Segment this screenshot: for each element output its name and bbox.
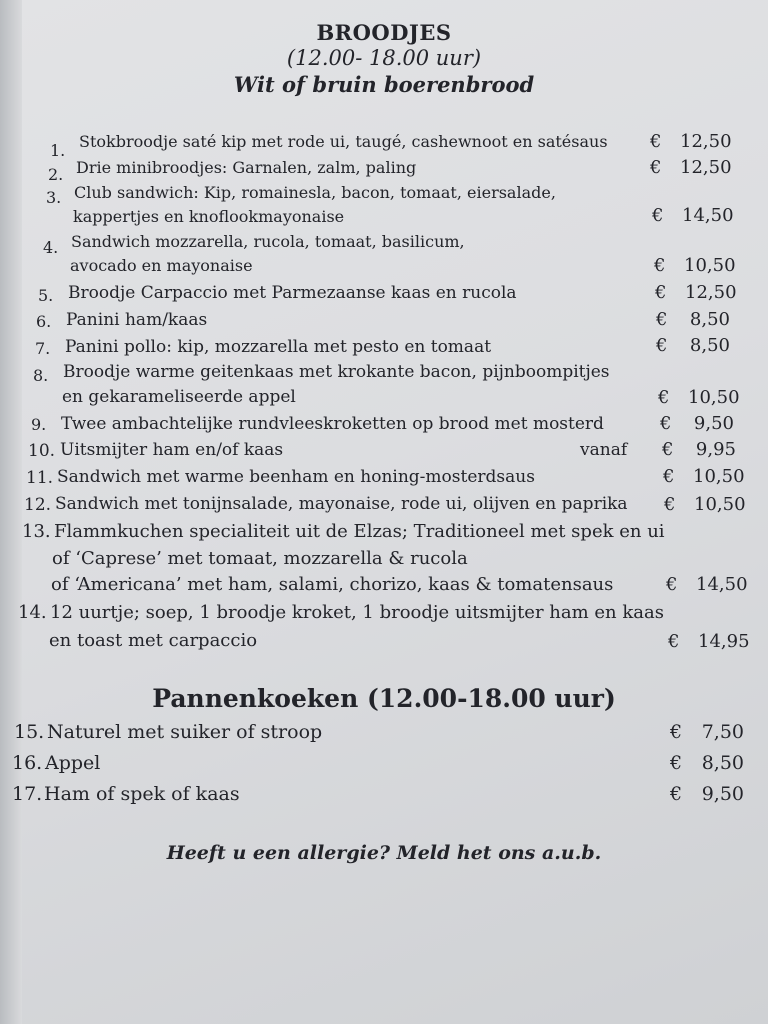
item-price: € 8,50 xyxy=(656,335,730,356)
menu-item xyxy=(0,467,768,493)
menu-item xyxy=(0,752,768,778)
item-number: 4. xyxy=(43,238,59,257)
item-description: of ‘Americana’ met ham, salami, chorizo, kaas & tomatensaus xyxy=(51,574,614,595)
menu-item xyxy=(0,183,768,226)
item-description: Panini pollo: kip, mozzarella met pesto en tomaat xyxy=(65,337,492,357)
item-price: € 12,50 xyxy=(650,131,732,152)
item-number: 1. xyxy=(50,141,66,160)
menu-item xyxy=(0,783,768,809)
allergy-note: Heeft u een allergie? Meld het ons a.u.b. xyxy=(166,842,602,864)
item-description: Club sandwich: Kip, romainesla, bacon, tomaat, eiersalade, xyxy=(74,183,556,202)
menu-item xyxy=(0,362,768,408)
item-price: € 12,50 xyxy=(650,157,732,178)
item-description: Appel xyxy=(45,752,101,774)
item-description: Broodje warme geitenkaas met krokante bacon, pijnboompitjes xyxy=(63,362,610,382)
item-description: Drie minibroodjes: Garnalen, zalm, paling xyxy=(76,158,417,177)
section-title-broodjes: BROODJES xyxy=(316,20,452,45)
menu-item xyxy=(0,602,768,652)
item-description: Panini ham/kaas xyxy=(66,310,208,330)
item-price: € 9,50 xyxy=(670,783,744,805)
item-number: 2. xyxy=(48,165,64,184)
menu-item xyxy=(0,494,768,520)
item-description: en gekarameliseerde appel xyxy=(62,387,296,407)
item-price: € 12,50 xyxy=(655,282,737,303)
item-description: Broodje Carpaccio met Parmezaanse kaas en rucola xyxy=(68,283,517,303)
item-number: 12. xyxy=(24,495,52,515)
menu-item xyxy=(0,521,768,595)
item-number: 16. xyxy=(12,752,43,774)
item-price: € 10,50 xyxy=(663,466,745,487)
item-number: 11. xyxy=(26,468,54,488)
item-description: 12 uurtje; soep, 1 broodje kroket, 1 broodje uitsmijter ham en kaas xyxy=(50,602,664,623)
item-description: Sandwich mozzarella, rucola, tomaat, basilicum, xyxy=(71,232,465,251)
item-description: of ‘Caprese’ met tomaat, mozzarella & rucola xyxy=(52,548,468,569)
item-description: Ham of spek of kaas xyxy=(44,783,240,805)
item-number: 5. xyxy=(38,286,54,305)
item-price: € 8,50 xyxy=(656,309,730,330)
item-description: en toast met carpaccio xyxy=(49,630,258,651)
bread-choice-note: Wit of bruin boerenbrood xyxy=(233,72,535,97)
section-hours-broodjes: (12.00- 18.00 uur) xyxy=(286,46,482,70)
item-description: Naturel met suiker of stroop xyxy=(47,721,323,743)
item-number: 13. xyxy=(22,521,51,542)
item-price: € 14,95 xyxy=(668,631,750,652)
item-price: € 9,50 xyxy=(660,413,734,434)
menu-item xyxy=(0,337,768,363)
menu-item xyxy=(0,283,768,309)
item-price: € 10,50 xyxy=(654,255,736,276)
price-prefix: vanaf xyxy=(580,440,628,460)
item-description: Flammkuchen specialiteit uit de Elzas; Traditioneel met spek en ui xyxy=(54,521,665,542)
menu-item xyxy=(0,158,768,184)
item-price: € 14,50 xyxy=(666,574,748,595)
item-description: Sandwich met warme beenham en honing-mosterdsaus xyxy=(57,467,535,487)
item-description: avocado en mayonaise xyxy=(70,256,253,275)
item-price: € 8,50 xyxy=(670,752,744,774)
menu-item xyxy=(0,132,768,158)
item-number: 6. xyxy=(36,312,52,331)
section-title-pannenkoeken: Pannenkoeken (12.00-18.00 uur) xyxy=(152,684,616,713)
item-number: 8. xyxy=(33,366,49,385)
menu-item xyxy=(0,232,768,276)
menu-item xyxy=(0,721,768,747)
menu-item xyxy=(0,414,768,440)
item-price: € 10,50 xyxy=(658,387,740,408)
item-description: kappertjes en knoflookmayonaise xyxy=(73,207,345,226)
menu-item xyxy=(0,310,768,336)
item-price: € 10,50 xyxy=(664,494,746,515)
menu-item xyxy=(0,440,768,466)
item-number: 15. xyxy=(14,721,45,743)
item-price: € 7,50 xyxy=(670,721,744,743)
item-description: Twee ambachtelijke rundvleeskroketten op brood met mosterd xyxy=(61,414,604,434)
item-description: Uitsmijter ham en/of kaas xyxy=(60,440,284,460)
item-price: € 14,50 xyxy=(652,205,734,226)
item-description: Sandwich met tonijnsalade, mayonaise, rode ui, olijven en paprika xyxy=(55,494,628,514)
item-number: 7. xyxy=(35,339,51,358)
item-number: 10. xyxy=(28,441,56,461)
item-price: € 9,95 xyxy=(662,439,736,460)
item-number: 9. xyxy=(31,415,47,434)
item-number: 3. xyxy=(46,188,62,207)
item-description: Stokbroodje saté kip met rode ui, taugé, cashewnoot en satésaus xyxy=(79,132,608,151)
item-number: 14. xyxy=(18,602,47,623)
item-number: 17. xyxy=(12,783,43,805)
